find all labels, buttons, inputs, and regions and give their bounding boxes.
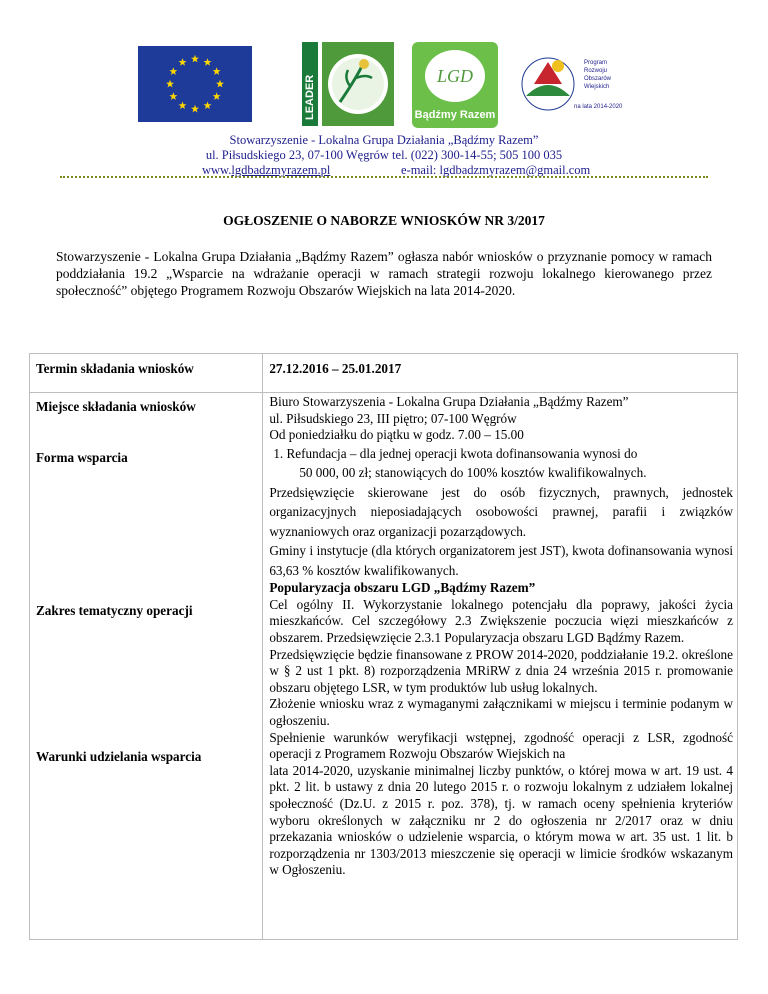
lgd-logo-caption: Bądźmy Razem bbox=[414, 109, 496, 121]
warunki-paragraph-1: Złożenie wniosku wraz z wymaganymi załącznikami w miejscu i terminie podanym w ogłoszeniu. bbox=[269, 696, 733, 729]
eu-star-icon bbox=[216, 80, 224, 88]
email-address[interactable]: e-mail: lgdbadzmyrazem@gmail.com bbox=[401, 163, 591, 177]
eu-star-icon bbox=[191, 55, 199, 63]
letterhead bbox=[0, 133, 768, 178]
zakres-paragraph-1: Cel ogólny II. Wykorzystanie lokalnego potencjału dla poprawy, jakości życia mieszkańców. Cel szczegółowy 2.3 Zwiększenie poczucia więzi mieszkańców z obszarem. Przedsięwzięcie 2.3.1 Popularyzacja obszaru LGD Bądźmy Razem. bbox=[269, 596, 733, 646]
page-title: OGŁOSZENIE O NABORZE WNIOSKÓW NR 3/2017 bbox=[223, 213, 545, 228]
eu-star-icon bbox=[204, 58, 212, 66]
label-miejsce: Miejsce składania wniosków bbox=[36, 399, 196, 414]
prow-line-3: Obszarów bbox=[584, 76, 612, 82]
letterhead-org-name: Stowarzyszenie - Lokalna Grupa Działania „Bądźmy Razem” bbox=[229, 133, 539, 147]
table-row bbox=[30, 393, 738, 940]
forma-paragraph-2: Gminy i instytucje (dla których organizatorem jest JST), kwota dofinansowania wynosi 63,63 % kosztów kwalifikowanych. bbox=[269, 543, 733, 578]
eu-star-icon bbox=[213, 92, 221, 100]
leader-logo bbox=[300, 40, 398, 130]
eu-star-icon bbox=[191, 105, 199, 113]
miejsce-line-1: Biuro Stowarzyszenia - Lokalna Grupa Działania „Bądźmy Razem” bbox=[269, 394, 629, 409]
eu-star-icon bbox=[204, 101, 212, 109]
dotted-divider bbox=[60, 176, 708, 178]
prow-line-4: Wiejskich bbox=[584, 84, 610, 90]
intro-paragraph: Stowarzyszenie - Lokalna Grupa Działania „Bądźmy Razem” ogłasza nabór wniosków o przyznanie pomocy w ramach poddziałania 19.2 „Wsparcie na wdrażanie operacji w ramach strategii rozwoju lokalnego kierowanego przez społeczność” objętego Programem Rozwoju Obszarów Wiejskich na lata 2014-2020. bbox=[56, 249, 712, 298]
eu-star-icon bbox=[213, 67, 221, 75]
logo-bar bbox=[0, 40, 768, 130]
leader-logo-text: LEADER bbox=[304, 74, 316, 120]
eu-star-icon bbox=[169, 92, 177, 100]
label-termin: Termin składania wniosków bbox=[36, 361, 194, 376]
prow-line-1: Program bbox=[584, 60, 608, 66]
eu-star-icon bbox=[169, 67, 177, 75]
eu-star-icon bbox=[179, 58, 187, 66]
forma-paragraph-1: Przedsięwzięcie skierowane jest do osób fizycznych, prawnych, jednostek organizacyjnych nieposiadających osobowości prawnej, parafii i związków wyznaniowych oraz organizacji pozarządowych. bbox=[269, 484, 733, 539]
label-zakres: Zakres tematyczny operacji bbox=[36, 603, 193, 618]
prow-line-5: na lata 2014-2020 bbox=[574, 104, 623, 110]
forma-item-1: 1. Refundacja – dla jednej operacji kwota dofinansowania wynosi do bbox=[273, 445, 638, 461]
label-warunki: Warunki udzielania wsparcia bbox=[36, 749, 202, 764]
eu-star-icon bbox=[179, 101, 187, 109]
eu-flag-logo bbox=[138, 46, 252, 122]
prow-logo bbox=[512, 44, 632, 128]
miejsce-line-2: ul. Piłsudskiego 23, III piętro; 07-100 Węgrów bbox=[269, 410, 517, 426]
forma-item-1-cont: 50 000, 00 zł; stanowiących do 100% kosztów kwalifikowalnych. bbox=[299, 465, 647, 481]
zakres-paragraph-2: Przedsięwzięcie będzie finansowane z PROW 2014-2020, poddziałanie 19.2. określone w § 2 ust 1 pkt. 8) rozporządzenia MRiRW z dnia 24 września 2015 r. promowanie obszaru objętego LSR, w tym produktów lub usług lokalnych. bbox=[269, 646, 733, 695]
lgd-logo bbox=[410, 40, 500, 130]
letterhead-address: ul. Piłsudskiego 23, 07-100 Węgrów tel. (022) 300-14-55; 505 100 035 bbox=[205, 148, 563, 162]
miejsce-line-3: Od poniedziałku do piątku w godz. 7.00 – 15.00 bbox=[269, 427, 524, 443]
eu-stars-icon bbox=[138, 46, 252, 122]
warunki-paragraph-3: lata 2014-2020, uzyskanie minimalnej liczby punktów, o której mowa w art. 19 ust. 4 pkt. 2 lit. b ustawy z dnia 20 lutego 2015 r. o rozwoju lokalnym z udziałem lokalnej społeczność (Dz.U. z 2015 r. poz. 378), tj. w ramach oceny spełnienia kryteriów wyboru określonych w załączniku nr 2 do ogłoszenia nr 2/2017 oraz w dniu przekazania wniosków o udzielenie wsparcia, o którym mowa w art. 35 ust. 1 lit. b rozporządzenia nr 1303/2013 mieszczenie się operacji w limicie środków wskazanym w Ogłoszeniu. bbox=[269, 762, 733, 878]
info-table bbox=[29, 353, 738, 940]
prow-line-2: Rozwoju bbox=[584, 68, 608, 74]
lgd-logo-text: LGD bbox=[436, 66, 474, 86]
table-row bbox=[30, 354, 738, 393]
zakres-title: Popularyzacja obszaru LGD „Bądźmy Razem” bbox=[269, 580, 536, 596]
value-termin: 27.12.2016 – 25.01.2017 bbox=[269, 361, 402, 376]
eu-star-icon bbox=[166, 80, 174, 88]
website-link[interactable]: www.lgdbadzmyrazem.pl bbox=[202, 163, 331, 177]
label-forma: Forma wsparcia bbox=[36, 450, 128, 465]
warunki-paragraph-2: Spełnienie warunków weryfikacji wstępnej, zgodność operacji z LSR, zgodność operacji z Programem Rozwoju Obszarów Wiejskich na bbox=[269, 729, 733, 762]
